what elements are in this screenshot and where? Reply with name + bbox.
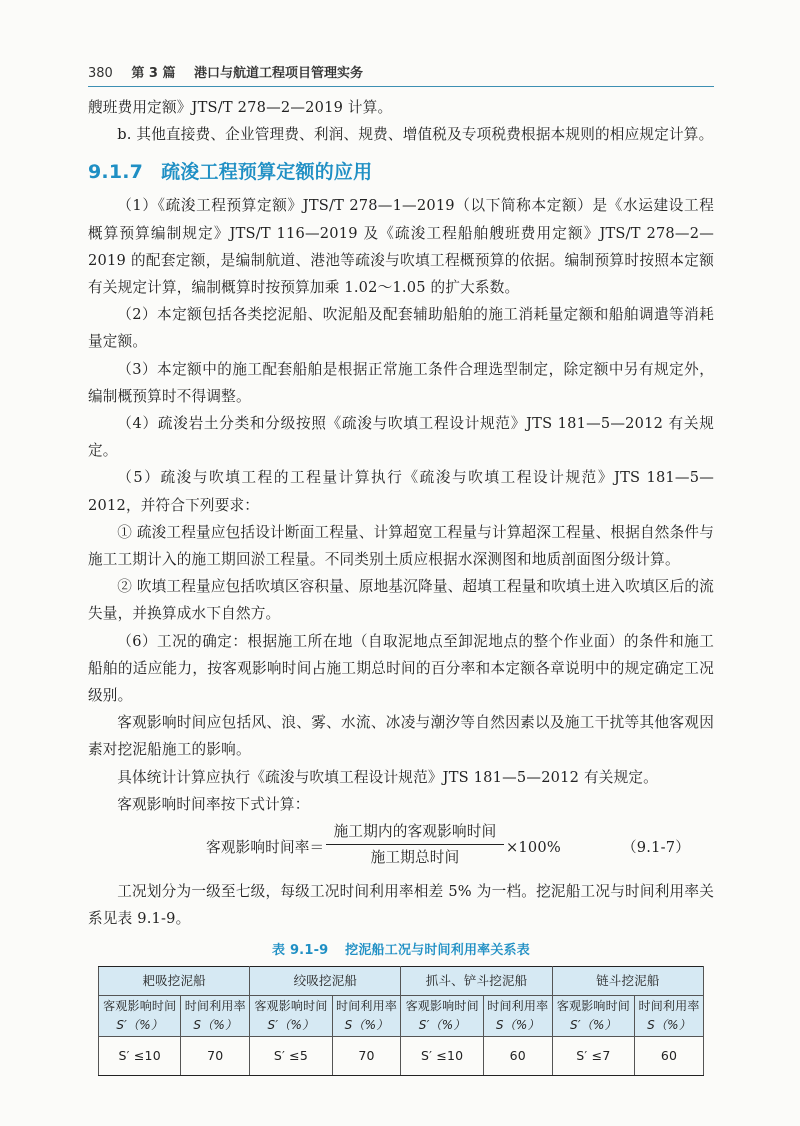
- table-number: 表 9.1-9: [272, 943, 329, 959]
- paragraph: b. 其他直接费、企业管理费、利润、规费、增值税及专项税费根据本规则的相应规定计算。: [117, 126, 714, 144]
- group-header: 耙吸挖泥船: [99, 967, 250, 995]
- column-header: 时间利用率 S（%）: [332, 995, 401, 1036]
- table-cell: S′ ≤7: [552, 1036, 634, 1075]
- paragraph: （5）疏浚与吹填工程的工程量计算执行《疏浚与吹填工程设计规范》JTS 181—5—2012，并符合下列要求：: [88, 469, 714, 514]
- column-header: 客观影响时间 S′（%）: [401, 995, 483, 1036]
- table-cell: 60: [483, 1036, 552, 1075]
- table-cell: S′ ≤10: [99, 1036, 181, 1075]
- paragraph: 客观影响时间应包括风、浪、雾、水流、冰凌与潮汐等自然因素以及施工干扰等其他客观因素对挖泥船施工的影响。: [88, 714, 714, 759]
- column-header: 时间利用率 S（%）: [181, 995, 250, 1036]
- column-header: 客观影响时间 S′（%）: [99, 995, 181, 1036]
- table-cell: S′ ≤5: [250, 1036, 332, 1075]
- paragraph: （3）本定额中的施工配套船舶是根据正常施工条件合理选型制定，除定额中另有规定外，编制概预算时不得调整。: [88, 360, 714, 405]
- page-number: 380: [88, 66, 113, 81]
- group-header: 抓斗、铲斗挖泥船: [401, 967, 552, 995]
- group-header: 绞吸挖泥船: [250, 967, 401, 995]
- column-header: 时间利用率 S（%）: [635, 995, 704, 1036]
- formula-fraction: [326, 820, 504, 871]
- paragraph: 客观影响时间率按下式计算：: [117, 795, 310, 813]
- table-cell: S′ ≤10: [401, 1036, 483, 1075]
- paragraph: ① 疏浚工程量应包括设计断面工程量、计算超宽工程量与计算超深工程量、根据自然条件与施工工期计入的施工期回淤工程量。不同类别土质应根据水深测图和地质剖面图分级计算。: [88, 523, 714, 569]
- running-header: [88, 62, 714, 87]
- table-cell: 60: [635, 1036, 704, 1075]
- column-header: 客观影响时间 S′（%）: [250, 995, 332, 1036]
- paragraph: 具体统计计算应执行《疏浚与吹填工程设计规范》JTS 181—5—2012 有关规定。: [117, 768, 658, 786]
- paragraph: 工况划分为一级至七级，每级工况时间利用率相差 5% 为一档。挖泥船工况与时间利用率关系见表 9.1-9。: [88, 883, 714, 928]
- part-label: 第 3 篇: [131, 66, 176, 81]
- formula: [88, 820, 714, 874]
- section-heading: [88, 158, 714, 186]
- paragraph: （1）《疏浚工程预算定额》JTS/T 278—1—2019（以下简称本定额）是《水运建设工程概算预算编制规定》JTS/T 116—2019 及《疏浚工程船舶艘班费用定额》JTS/T 278—2—2019 的配套定额，是编制航道、港池等疏浚与吹填工程概预算的依据。编制预算时按照本定额有关规定计算，编制概算时按预算加乘 1.02～1.05 的扩大系数。: [88, 197, 714, 297]
- table-row: [99, 1036, 704, 1075]
- paragraph: ② 吹填工程量应包括吹填区容积量、原地基沉降量、超填工程量和吹填土进入吹填区后的流失量，并换算成水下自然方。: [88, 578, 714, 623]
- paragraph: 艘班费用定额》JTS/T 278—2—2019 计算。: [88, 99, 393, 116]
- header-title: 港口与航道工程项目管理实务: [194, 66, 364, 81]
- table-cell: 70: [181, 1036, 250, 1075]
- group-header: 链斗挖泥船: [552, 967, 703, 995]
- paragraph: （2）本定额包括各类挖泥船、吹泥船及配套辅助船舶的施工消耗量定额和船舶调遣等消耗量定额。: [88, 306, 714, 351]
- paragraph: （6）工况的确定：根据施工所在地（自取泥地点至卸泥地点的整个作业面）的条件和施工船舶的适应能力，按客观影响时间占施工期总时间的百分率和本定额各章说明中的规定确定工况级别。: [88, 632, 714, 705]
- formula-rhs: ×100%: [506, 839, 561, 857]
- column-header: 时间利用率 S（%）: [483, 995, 552, 1036]
- section-title: 疏浚工程预算定额的应用: [161, 161, 373, 184]
- formula-numerator: 施工期内的客观影响时间: [326, 820, 504, 845]
- section-number: 9.1.7: [88, 161, 144, 184]
- body-text: [88, 94, 714, 1076]
- dredger-table: [98, 966, 704, 1075]
- table-caption: [88, 940, 714, 962]
- table-title: 挖泥船工况与时间利用率关系表: [345, 943, 530, 959]
- table-cell: 70: [332, 1036, 401, 1075]
- paragraph: （4）疏浚岩土分类和分级按照《疏浚与吹填工程设计规范》JTS 181—5—2012 有关规定。: [88, 415, 714, 460]
- equation-number: （9.1-7）: [621, 839, 690, 857]
- column-header: 客观影响时间 S′（%）: [552, 995, 634, 1036]
- formula-lhs: 客观影响时间率＝: [206, 839, 325, 857]
- formula-denominator: 施工期总时间: [370, 849, 460, 867]
